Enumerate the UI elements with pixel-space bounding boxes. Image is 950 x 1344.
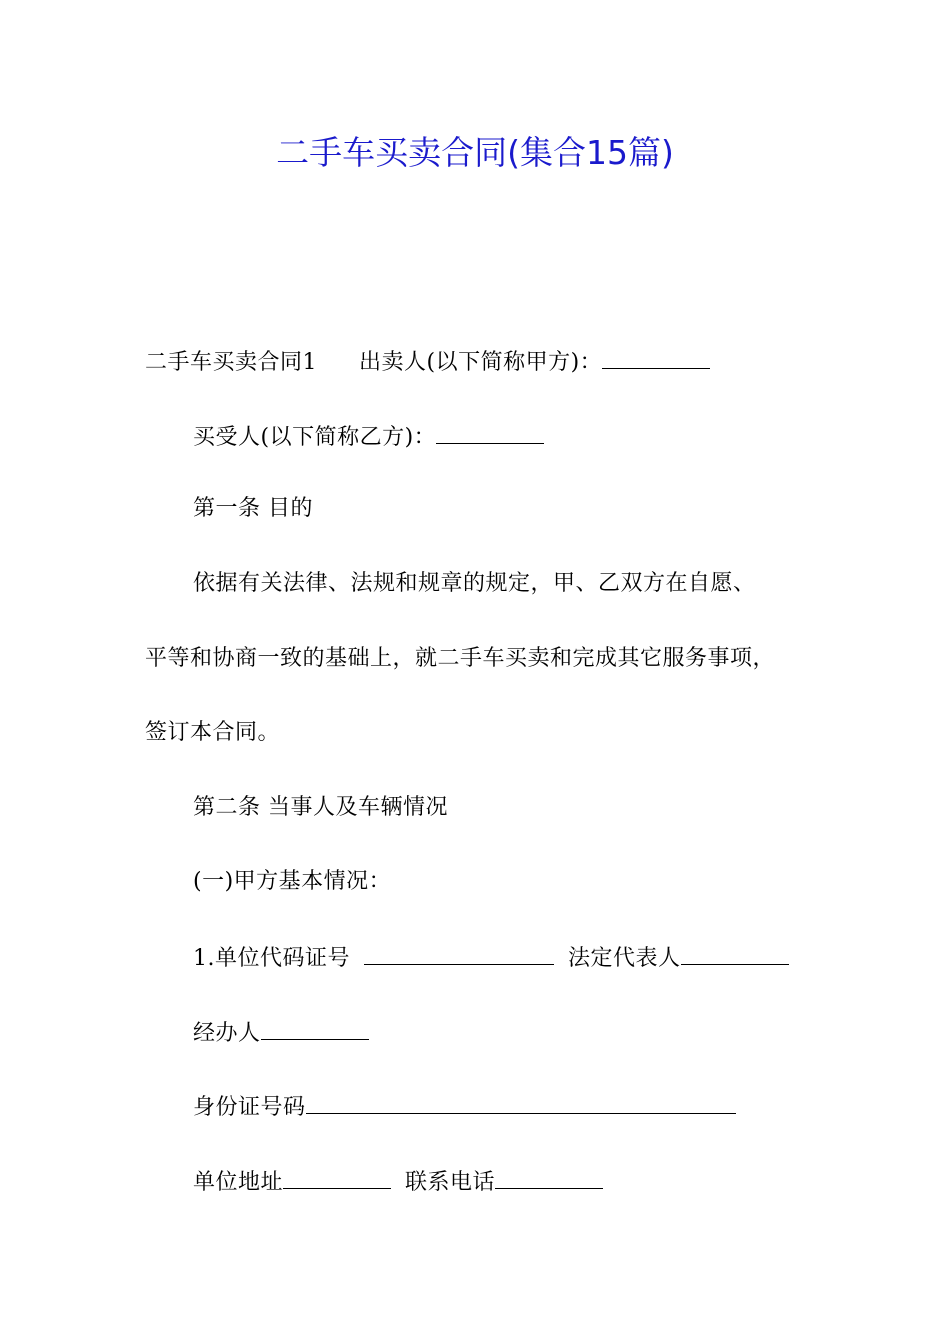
address-label: 单位地址 [193,1170,284,1195]
contract-heading: 二手车买卖合同1 [145,350,317,375]
seller-label: 出卖人(以下简称甲方)： [359,350,603,375]
article-2-heading: 第二条 当事人及车辆情况 [193,795,448,820]
id-number-blank [306,1091,736,1114]
party-a-heading: (一)甲方基本情况： [193,869,392,894]
contract-line-10 [193,1017,369,1049]
paragraph-line-2: 平等和协商一致的基础上，就二手车买卖和完成其它服务事项， [145,646,776,671]
unit-code-label: 1.单位代码证号 [193,946,350,971]
buyer-blank [436,421,544,444]
paragraph-line-1: 依据有关法律、法规和规章的规定，甲、乙双方在自愿、 [193,571,756,596]
buyer-label: 买受人(以下简称乙方)： [193,425,437,450]
contract-line-9 [193,942,789,974]
contract-line-12 [193,1166,603,1198]
contract-line-1 [145,346,710,378]
phone-label: 联系电话 [405,1170,496,1195]
agent-blank [261,1017,369,1040]
contract-line-2 [193,421,544,453]
phone-blank [495,1166,603,1189]
address-blank [283,1166,391,1189]
legal-rep-blank [681,942,789,965]
id-number-label: 身份证号码 [193,1095,306,1120]
contract-line-11 [193,1091,736,1123]
article-1-heading: 第一条 目的 [193,496,313,521]
unit-code-blank [364,942,554,965]
agent-label: 经办人 [193,1021,261,1046]
legal-rep-label: 法定代表人 [568,946,681,971]
seller-blank [602,346,710,369]
document-title: 二手车买卖合同(集合15篇) [276,133,674,172]
paragraph-line-3: 签订本合同。 [145,720,281,745]
